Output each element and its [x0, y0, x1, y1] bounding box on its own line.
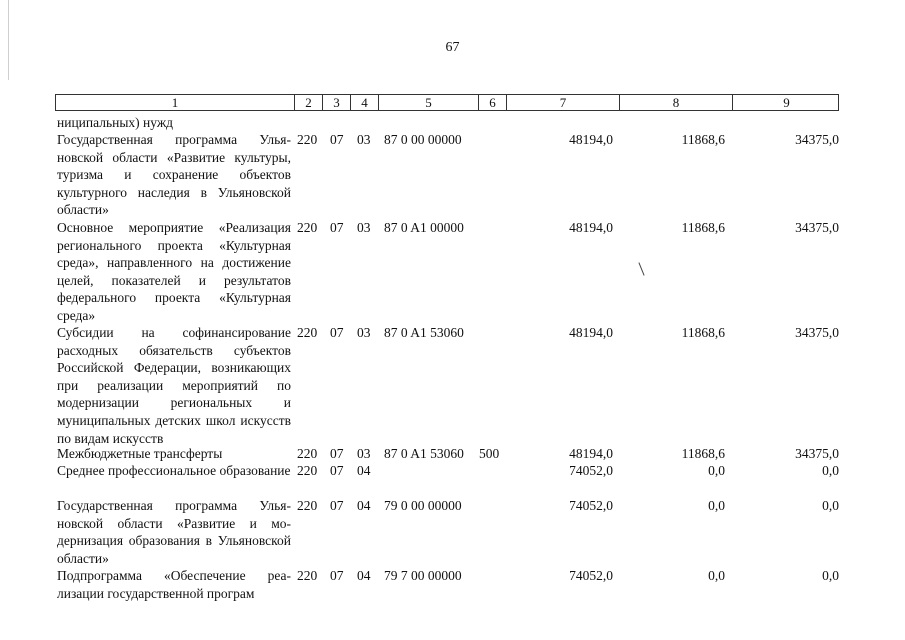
row-description: ниципальных) нужд	[57, 115, 174, 130]
row-description: Субсидии на софинансирование расходных обязательств субъектов Российской Федерации, возникающих при реализации мероприятий по модернизации региональных и муниципальных детских школ искусств по видам искусств	[57, 325, 291, 446]
page-number: 67	[445, 40, 460, 55]
cell-col-8: 11868,6	[681, 132, 725, 147]
cell-col-4: 03	[357, 132, 371, 147]
cell-col-8: 0,0	[708, 463, 725, 478]
header-col-8: 8	[619, 95, 732, 110]
header-col-2: 2	[294, 95, 322, 110]
cell-col-3: 07	[330, 325, 344, 340]
cell-col-2: 220	[297, 220, 318, 235]
row-description: Основное мероприятие «Реализация регионального проекта «Культурная среда», направленного на достижение целей, показателей и результатов федерального проекта «Культурная среда»	[57, 220, 291, 323]
cell-col-8: 0,0	[708, 568, 725, 583]
cell-col-5: 87 0 A1 53060	[384, 446, 464, 461]
cell-col-3: 07	[330, 446, 344, 461]
cell-col-5: 79 0 00 00000	[384, 498, 462, 513]
cell-col-9: 34375,0	[795, 446, 839, 461]
row-description: Межбюджетные трансферты	[57, 446, 223, 461]
cell-col-6: 500	[479, 446, 500, 461]
cell-col-7: 48194,0	[569, 325, 613, 340]
row-description: Государственная программа Ульяновской области «Развитие и модернизация образования в Ульяновской области»	[57, 498, 291, 566]
row-description: Подпрограмма «Обеспечение реализации государственной програм	[57, 568, 291, 601]
header-col-4: 4	[350, 95, 378, 110]
cell-col-8: 0,0	[708, 498, 725, 513]
cell-col-7: 48194,0	[569, 132, 613, 147]
cell-col-5: 87 0 A1 53060	[384, 325, 464, 340]
cell-col-3: 07	[330, 568, 344, 583]
header-col-1: 1	[171, 95, 179, 110]
cell-col-3: 07	[330, 220, 344, 235]
cell-col-8: 11868,6	[681, 446, 725, 461]
cell-col-4: 03	[357, 220, 371, 235]
cell-col-2: 220	[297, 132, 318, 147]
cell-col-9: 0,0	[822, 498, 839, 513]
cell-col-9: 0,0	[822, 463, 839, 478]
cell-col-3: 07	[330, 498, 344, 513]
cell-col-8: 11868,6	[681, 220, 725, 235]
cell-col-9: 0,0	[822, 568, 839, 583]
row-description: Государственная программа Ульяновской области «Развитие культуры, туризма и сохранение объектов культурного наследия в Ульяновской области»	[57, 132, 291, 218]
header-col-9: 9	[732, 95, 840, 110]
cell-col-2: 220	[297, 568, 318, 583]
cell-col-7: 74052,0	[569, 568, 613, 583]
cell-col-2: 220	[297, 325, 318, 340]
cell-col-5: 87 0 00 00000	[384, 132, 462, 147]
row-description: Среднее профессиональное образование	[57, 463, 291, 478]
header-col-6: 6	[478, 95, 506, 110]
table-header	[55, 94, 839, 111]
cell-col-9: 34375,0	[795, 220, 839, 235]
cell-col-7: 74052,0	[569, 498, 613, 513]
cell-col-2: 220	[297, 446, 318, 461]
cell-col-7: 74052,0	[569, 463, 613, 478]
cell-col-7: 48194,0	[569, 220, 613, 235]
cell-col-4: 04	[357, 498, 371, 513]
cell-col-3: 07	[330, 463, 344, 478]
header-col-7: 7	[506, 95, 619, 110]
cell-col-9: 34375,0	[795, 132, 839, 147]
cell-col-4: 04	[357, 463, 371, 478]
cell-col-5: 87 0 A1 00000	[384, 220, 464, 235]
cell-col-4: 04	[357, 568, 371, 583]
scan-mark	[638, 262, 644, 275]
cell-col-2: 220	[297, 463, 318, 478]
cell-col-4: 03	[357, 446, 371, 461]
cell-col-4: 03	[357, 325, 371, 340]
cell-col-3: 07	[330, 132, 344, 147]
cell-col-5: 79 7 00 00000	[384, 568, 462, 583]
cell-col-9: 34375,0	[795, 325, 839, 340]
cell-col-8: 11868,6	[681, 325, 725, 340]
cell-col-2: 220	[297, 498, 318, 513]
header-col-5: 5	[378, 95, 478, 110]
header-col-3: 3	[322, 95, 350, 110]
cell-col-7: 48194,0	[569, 446, 613, 461]
